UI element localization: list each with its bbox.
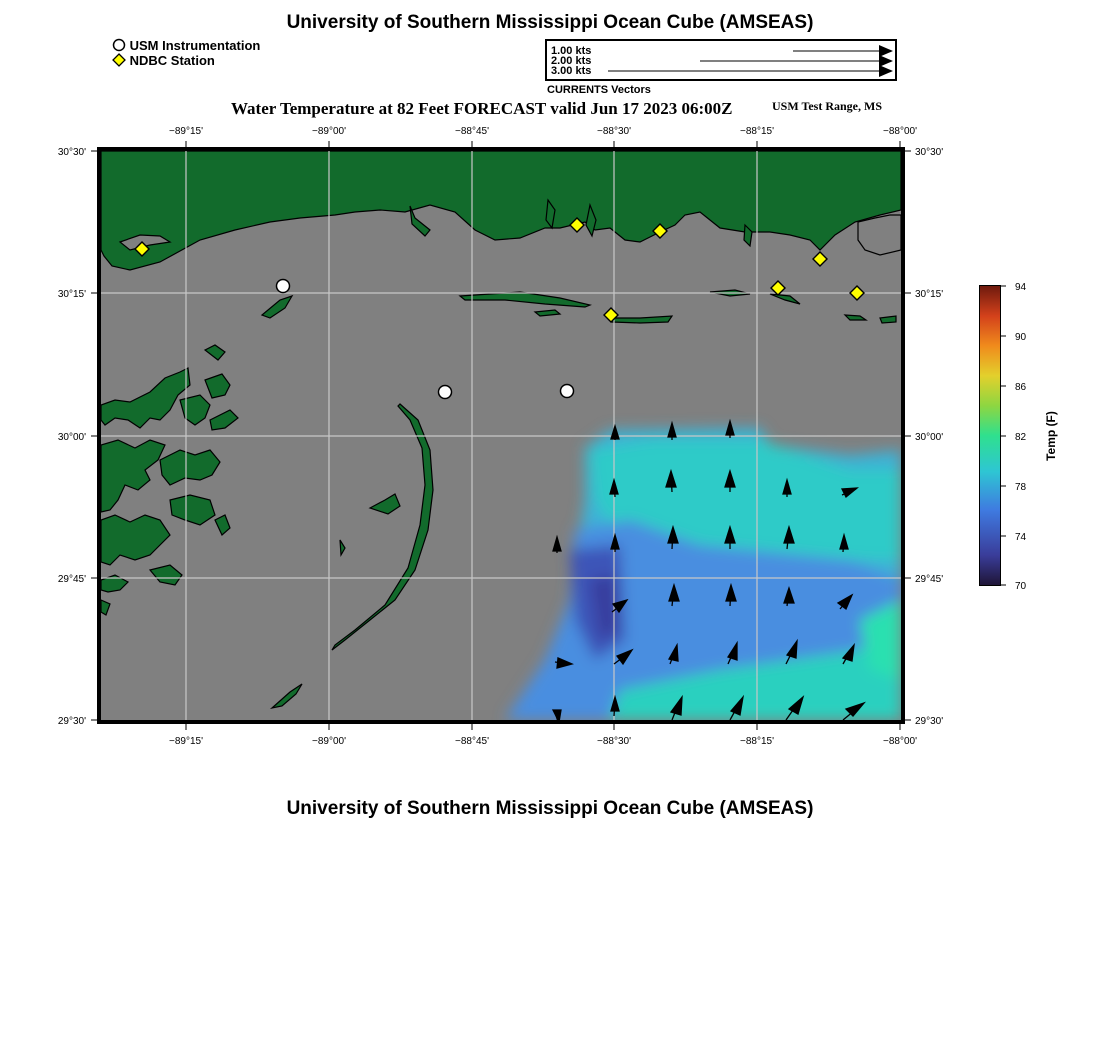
lon-tick-label: −88°15' — [740, 126, 774, 137]
lon-tick-label: −88°00' — [883, 126, 917, 137]
colorbar-tick-label: 94 — [1015, 282, 1027, 293]
lon-tick-label: −88°00' — [883, 736, 917, 747]
colorbar-tick-label: 78 — [1015, 482, 1027, 493]
usm-marker — [561, 385, 574, 398]
lon-tick-label: −88°15' — [740, 736, 774, 747]
colorbar-tick-label: 90 — [1015, 332, 1027, 343]
colorbar-tick-label: 70 — [1015, 581, 1027, 592]
colorbar — [979, 282, 1058, 592]
vector-key-label-2: 2.00 kts — [551, 55, 592, 67]
legend-ndbc-label: NDBC Station — [129, 53, 215, 68]
lon-tick-label: −88°45' — [455, 126, 489, 137]
vector-key-caption: CURRENTS Vectors — [547, 84, 651, 96]
lon-tick-label: −88°45' — [455, 736, 489, 747]
lat-tick-label: 30°00' — [915, 432, 944, 443]
colorbar-tick-label: 74 — [1015, 532, 1027, 543]
colorbar-tick-label: 86 — [1015, 382, 1027, 393]
lon-tick-label: −89°00' — [312, 736, 346, 747]
lon-tick-label: −88°30' — [597, 126, 631, 137]
usm-marker — [277, 280, 290, 293]
lat-tick-label: 29°45' — [57, 574, 86, 585]
lat-tick-label: 30°00' — [57, 432, 86, 443]
lat-tick-label: 30°30' — [57, 147, 86, 158]
map-subtitle: Water Temperature at 82 Feet FORECAST valid Jun 17 2023 06:00Z — [231, 99, 733, 118]
lon-tick-label: −89°15' — [169, 736, 203, 747]
vector-key-label-3: 3.00 kts — [551, 65, 592, 77]
lon-tick-label: −88°30' — [597, 736, 631, 747]
lat-tick-label: 29°45' — [915, 574, 944, 585]
lon-tick-label: −89°00' — [312, 126, 346, 137]
vector-key-label-1: 1.00 kts — [551, 45, 592, 57]
bottom-title: University of Southern Mississippi Ocean Cube (AMSEAS) — [286, 798, 814, 819]
lon-tick-label: −89°15' — [169, 126, 203, 137]
chart-title: University of Southern Mississippi Ocean Cube (AMSEAS) — [286, 12, 814, 33]
lat-tick-label: 29°30' — [915, 716, 944, 727]
lat-tick-label: 30°15' — [57, 289, 86, 300]
lat-tick-label: 30°15' — [915, 289, 944, 300]
legend-usm-label: USM Instrumentation — [129, 38, 261, 53]
lat-tick-label: 30°30' — [915, 147, 944, 158]
colorbar-tick-label: 82 — [1015, 432, 1027, 443]
colorbar-label: Temp (F) — [1044, 411, 1058, 461]
usm-marker — [439, 386, 452, 399]
map-range-label: USM Test Range, MS — [772, 99, 883, 113]
lat-tick-label: 29°30' — [57, 716, 86, 727]
